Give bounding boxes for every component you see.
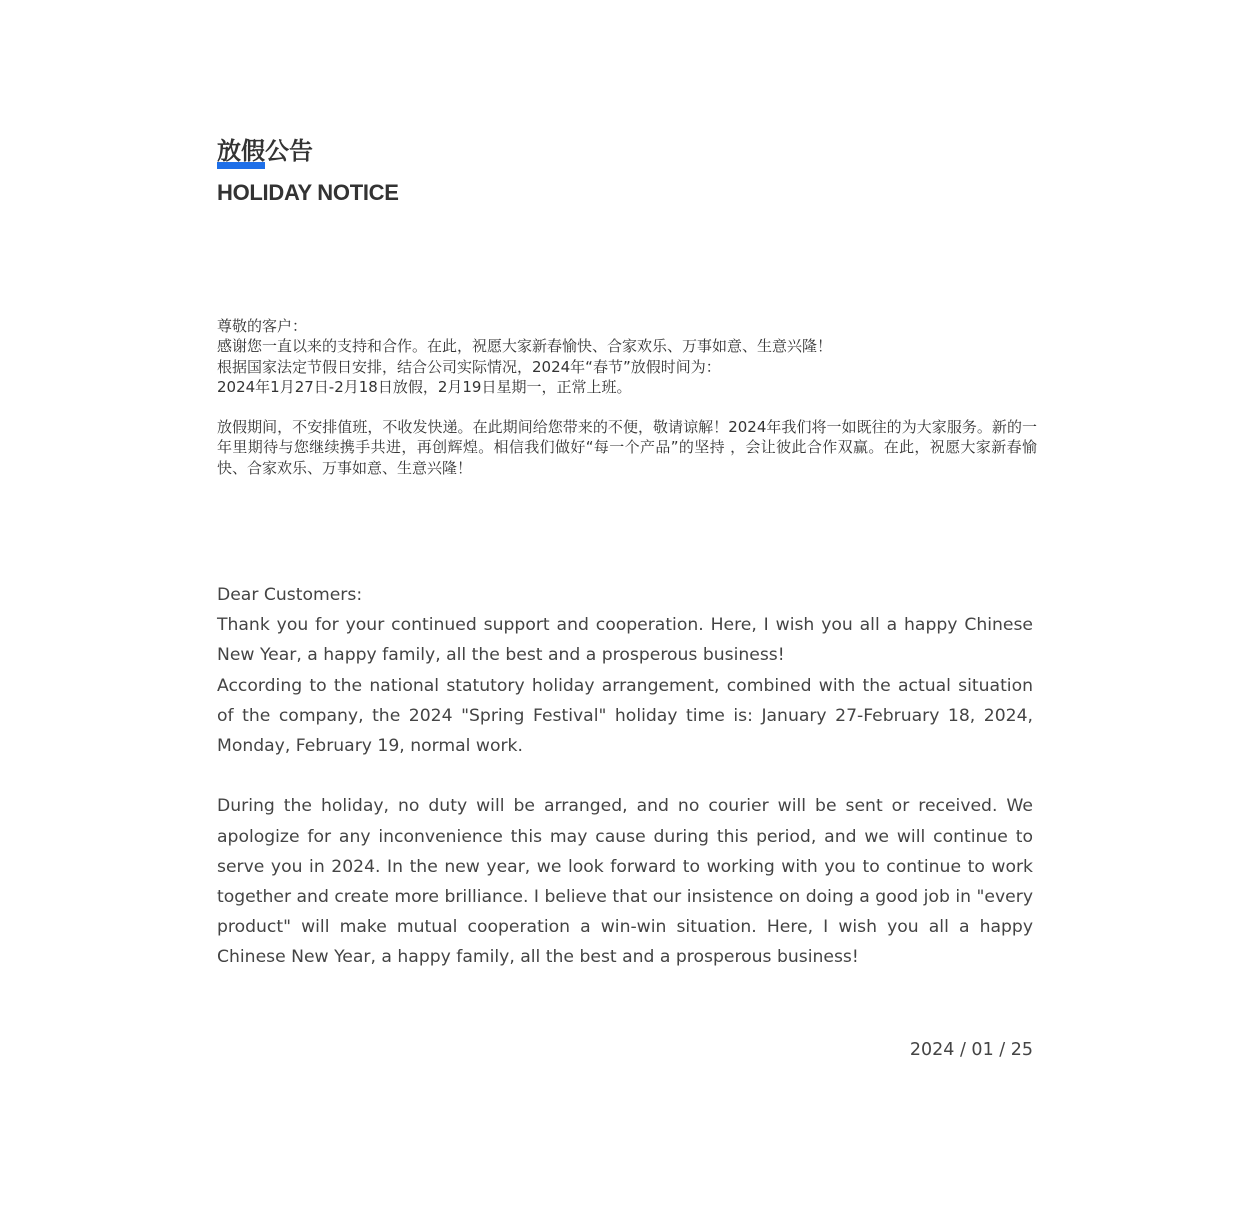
english-notice <box>217 580 1033 973</box>
notice-date: 2024 / 01 / 25 <box>909 1040 1033 1060</box>
chinese-notice <box>217 316 1037 478</box>
chinese-line-2: 根据国家法定节假日安排，结合公司实际情况，2024年“春节”放假时间为： <box>217 357 721 376</box>
page-title-chinese: 放假公告 <box>217 137 313 165</box>
chinese-line-1: 感谢您一直以来的支持和合作。在此，祝愿大家新春愉快、合家欢乐、万事如意、生意兴隆！ <box>217 337 833 356</box>
chinese-line-3: 2024年1月27日-2月18日放假，2月19日星期一，正常上班。 <box>217 377 632 396</box>
chinese-greeting: 尊敬的客户： <box>217 317 308 335</box>
chinese-paragraph-2: 放假期间，不安排值班，不收发快递。在此期间给您带来的不便，敬请谅解！2024年我们将一如既往的为大家服务。新的一年里期待与您继续携手共进，再创辉煌。相信我们做好“每一个产品”的坚持 ，会让彼此合作双赢。在此，祝愿大家新春愉快、合家欢乐、万事如意、生意兴隆！ <box>217 418 1037 477</box>
page-title-english: HOLIDAY NOTICE <box>217 180 399 205</box>
english-greeting: Dear Customers: <box>217 585 363 605</box>
english-paragraph-2: According to the national statutory holiday arrangement, combined with the actual situation of the company, the 2024 "Spring Festival" holiday time is: January 27-February 18, 2024, Monday, February 19, normal work. <box>217 675 1033 757</box>
notice-page <box>217 0 1037 1209</box>
english-paragraph-3: During the holiday, no duty will be arranged, and no courier will be sent or received. We apologize for any inconvenience this may cause during this period, and we will continue to serve you in 2024. In the new year, we look forward to working with you to continue to work together and create more brilliance. I believe that our insistence on doing a good job in "every product" will make mutual cooperation a win-win situation. Here, I wish you all a happy Chinese New Year, a happy family, all the best and a prosperous business! <box>217 796 1033 968</box>
english-paragraph-1: Thank you for your continued support and cooperation. Here, I wish you all a happy Chinese New Year, a happy family, all the best and a prosperous business! <box>217 615 1033 666</box>
